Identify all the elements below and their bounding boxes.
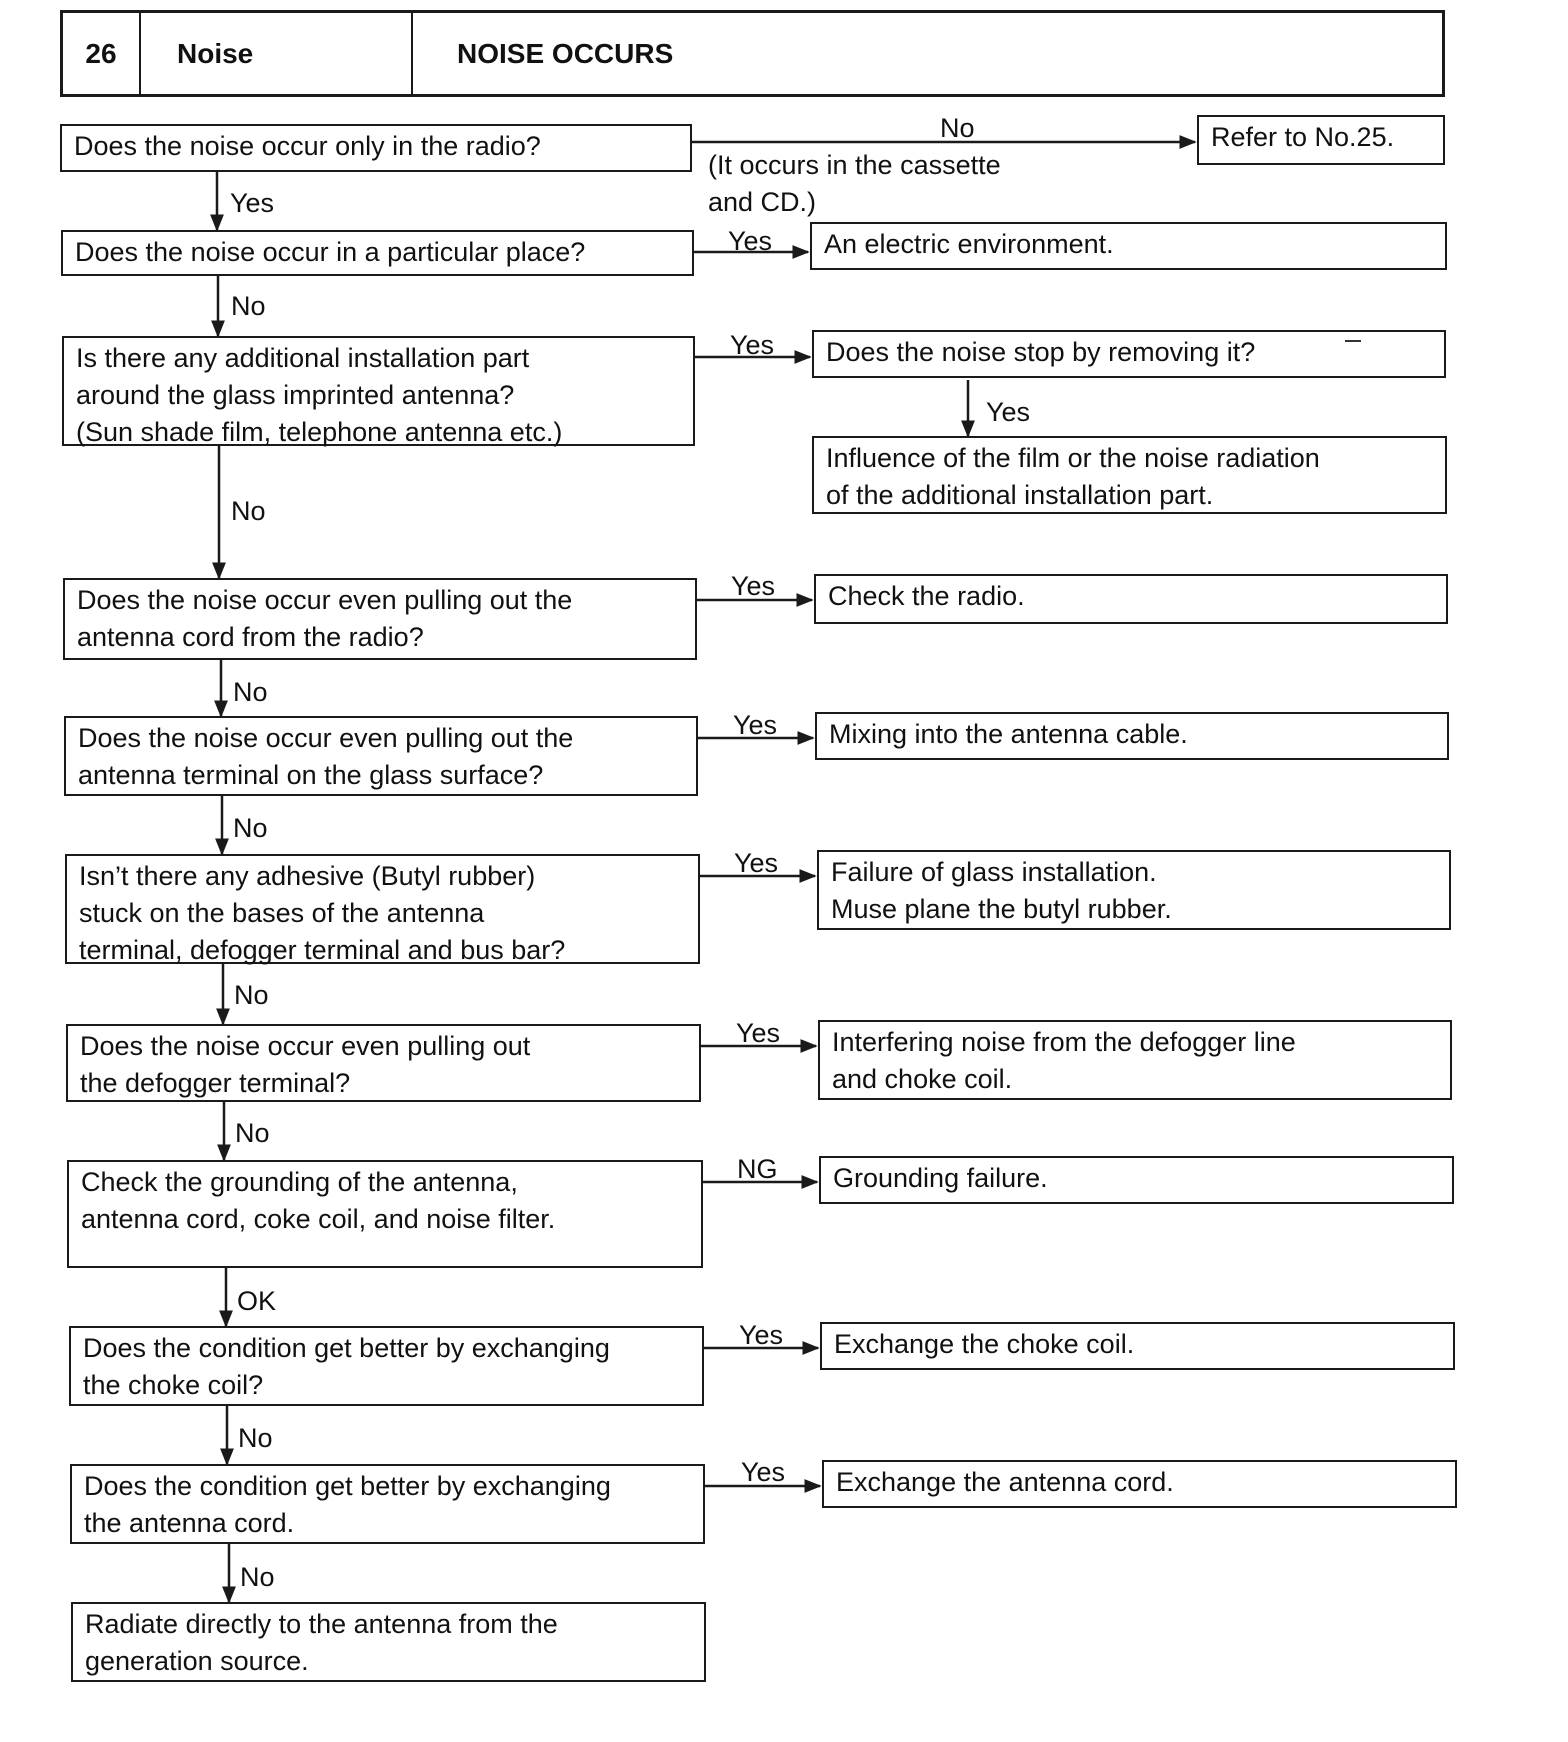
result-refer-no25: Refer to No.25. (1197, 115, 1445, 165)
label-q1-yes: Yes (230, 188, 275, 218)
result-defogger-noise: Interfering noise from the defogger line and choke coil. (818, 1020, 1452, 1100)
label-q3b-yes: Yes (986, 397, 1031, 427)
label-q7-yes: Yes (736, 1018, 781, 1048)
label-q8-ok: OK (237, 1286, 277, 1316)
question-particular-place: Does the noise occur in a particular place? (61, 230, 694, 276)
section-number: 26 (63, 13, 141, 94)
label-q5-no: No (233, 813, 268, 843)
label-q6-no: No (234, 980, 269, 1010)
question-exchange-choke-coil: Does the condition get better by exchanging the choke coil? (69, 1326, 704, 1406)
page-title: NOISE OCCURS (457, 37, 674, 69)
result-exchange-choke-coil: Exchange the choke coil. (820, 1322, 1455, 1370)
question-defogger-terminal: Does the noise occur even pulling out the defogger terminal? (66, 1024, 701, 1102)
question-radio-only: Does the noise occur only in the radio? (60, 124, 692, 172)
label-q10-yes: Yes (741, 1457, 786, 1487)
label-q1-note-line1: (It occurs in the cassette (708, 150, 1001, 180)
label-q3-no: No (231, 496, 266, 526)
question-butyl-adhesive: Isn’t there any adhesive (Butyl rubber) stuck on the bases of the antenna terminal, defogger terminal and bus bar? (65, 854, 700, 964)
label-q9-no: No (238, 1423, 273, 1453)
label-q2-no: No (231, 291, 266, 321)
question-stop-by-removing: Does the noise stop by removing it? (812, 330, 1446, 378)
label-q4-yes: Yes (731, 571, 776, 601)
label-q6-yes: Yes (734, 848, 779, 878)
result-film-influence: Influence of the film or the noise radiation of the additional installation part. (812, 436, 1447, 514)
check-grounding: Check the grounding of the antenna, antenna cord, coke coil, and noise filter. (67, 1160, 703, 1268)
label-q4-no: No (233, 677, 268, 707)
stray-mark (1345, 340, 1361, 342)
question-exchange-antenna-cord: Does the condition get better by exchanging the antenna cord. (70, 1464, 705, 1544)
label-q5-yes: Yes (733, 710, 778, 740)
result-antenna-cable: Mixing into the antenna cable. (815, 712, 1449, 760)
label-q2-yes: Yes (728, 226, 773, 256)
result-check-radio: Check the radio. (814, 574, 1448, 624)
label-q9-yes: Yes (739, 1320, 784, 1350)
label-q10-no: No (240, 1562, 275, 1592)
label-q1-note-line2: and CD.) (708, 187, 817, 217)
result-radiate-directly: Radiate directly to the antenna from the generation source. (71, 1602, 706, 1682)
result-exchange-antenna-cord: Exchange the antenna cord. (822, 1460, 1457, 1508)
result-electric-environment: An electric environment. (810, 222, 1447, 270)
question-additional-installation: Is there any additional installation part around the glass imprinted antenna? (Sun shade film, telephone antenna etc.) (62, 336, 695, 446)
result-grounding-failure: Grounding failure. (819, 1156, 1454, 1204)
result-glass-installation: Failure of glass installation. Muse plane the butyl rubber. (817, 850, 1451, 930)
label-q8-ng: NG (737, 1154, 778, 1184)
section-category: Noise (141, 13, 413, 94)
label-q3-yes: Yes (730, 330, 775, 360)
question-antenna-cord-pulled: Does the noise occur even pulling out the antenna cord from the radio? (63, 578, 697, 660)
label-q7-no: No (235, 1118, 270, 1148)
label-q1-no: No (940, 113, 975, 143)
question-antenna-terminal-pulled: Does the noise occur even pulling out the antenna terminal on the glass surface? (64, 716, 698, 796)
